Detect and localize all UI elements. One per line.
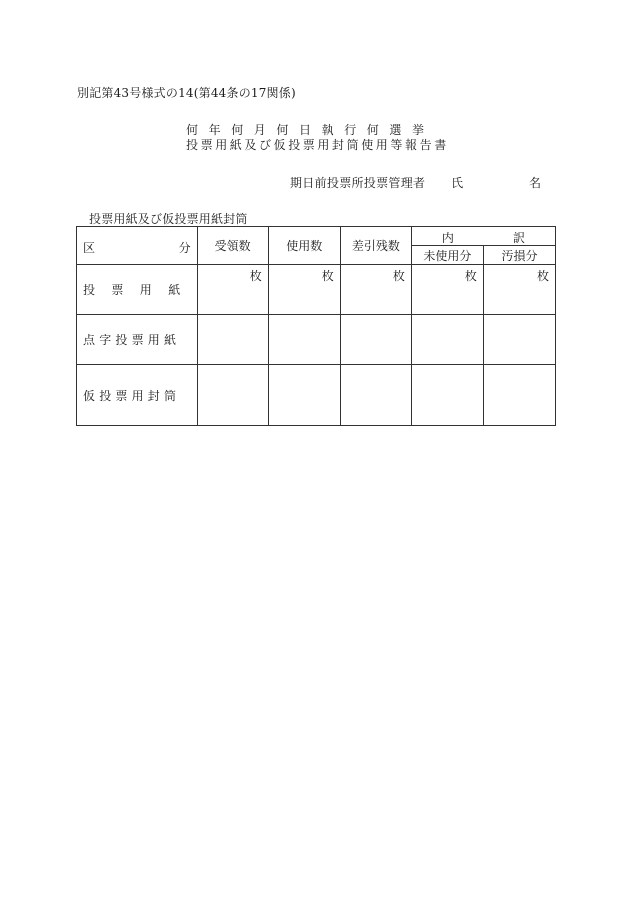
document-title-line2: 投票用紙及び仮投票用封筒使用等報告書	[186, 138, 449, 152]
table-row	[77, 265, 556, 315]
entry-cell[interactable]	[268, 365, 340, 426]
header-breakdown-right: 訳	[512, 231, 525, 245]
unit-label: 枚	[411, 265, 483, 315]
header-remaining: 差引残数	[340, 227, 411, 265]
manager-name-part2: 名	[528, 176, 541, 190]
row-label-ballot-paper: 投票用紙	[77, 265, 198, 315]
entry-cell[interactable]	[268, 315, 340, 365]
entry-cell[interactable]	[411, 365, 483, 426]
header-category	[77, 227, 198, 265]
unit-label: 枚	[197, 265, 268, 315]
manager-line	[290, 174, 541, 191]
table-row	[77, 365, 556, 426]
unit-label: 枚	[483, 265, 555, 315]
header-received: 受領数	[197, 227, 268, 265]
document-title-line1: 何年何月何日執行何選挙	[186, 123, 435, 137]
header-used: 使用数	[268, 227, 340, 265]
row-label-provisional-envelope: 仮投票用封筒	[77, 365, 198, 426]
entry-cell[interactable]	[340, 315, 411, 365]
header-category-right: 分	[178, 241, 191, 255]
row-label-braille-ballot: 点字投票用紙	[77, 315, 198, 365]
entry-cell[interactable]	[483, 365, 555, 426]
unit-label: 枚	[340, 265, 411, 315]
manager-label: 期日前投票所投票管理者	[290, 176, 426, 190]
header-breakdown	[411, 227, 555, 246]
unit-label: 枚	[268, 265, 340, 315]
form-reference: 別記第43号様式の14(第44条の17関係)	[77, 86, 296, 100]
table-caption: 投票用紙及び仮投票用紙封筒	[89, 212, 248, 226]
usage-report-table	[76, 226, 556, 426]
entry-cell[interactable]	[197, 365, 268, 426]
entry-cell[interactable]	[197, 315, 268, 365]
header-category-left: 区	[83, 241, 96, 255]
entry-cell[interactable]	[483, 315, 555, 365]
entry-cell[interactable]	[340, 365, 411, 426]
header-damaged: 汚損分	[483, 246, 555, 265]
header-breakdown-left: 内	[441, 231, 454, 245]
table-row	[77, 315, 556, 365]
header-unused: 未使用分	[411, 246, 483, 265]
entry-cell[interactable]	[411, 315, 483, 365]
manager-name-part1: 氏	[451, 176, 464, 190]
